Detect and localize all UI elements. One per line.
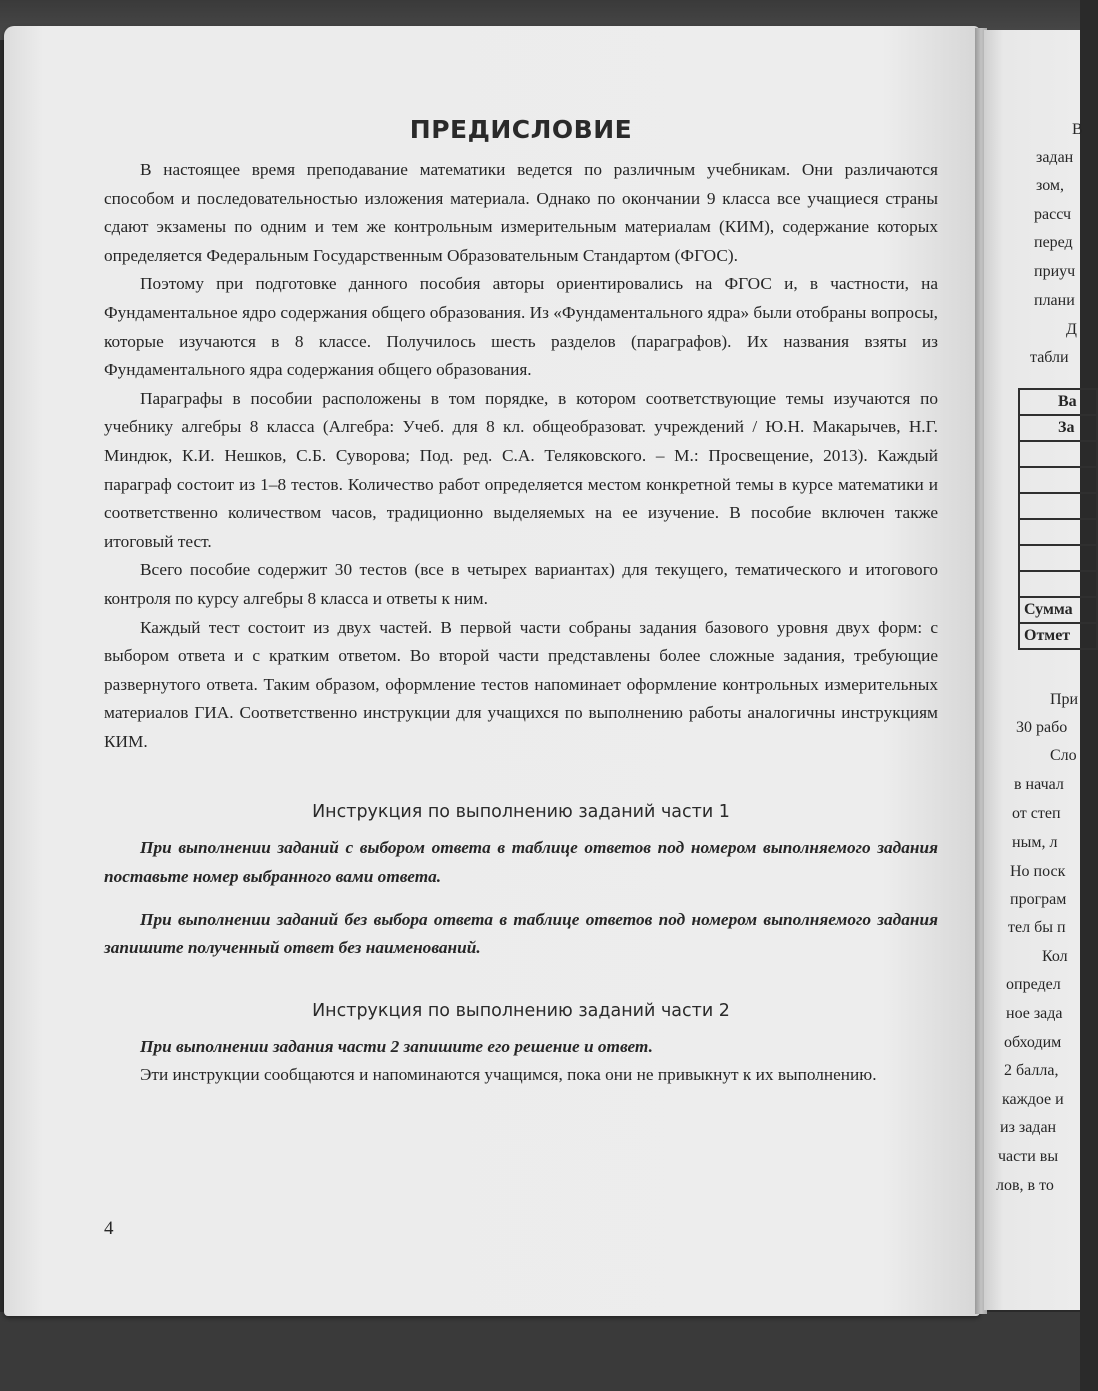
right-page-line: определ (1006, 976, 1061, 993)
answer-table-fragment (1018, 388, 1098, 650)
right-page-line: рассч (1034, 206, 1072, 223)
right-page-line: Сло (1050, 747, 1077, 764)
instruction-part-2: При выполнении задания части 2 запишите его решение и ответ. (140, 1036, 653, 1056)
right-page-line: ным, л (1012, 834, 1058, 851)
table-cell: Ва (1019, 389, 1097, 415)
closing-note: Эти инструкции сообщаются и напоминаются учащимся, пока они не привыкнут к их выполнению. (140, 1065, 877, 1085)
right-page-line: зом, (1036, 177, 1065, 194)
right-page-line: приуч (1034, 263, 1076, 280)
table-cell: Сумма (1019, 597, 1097, 623)
section-heading-part-1: Инструкция по выполнению заданий части 1 (312, 802, 730, 823)
right-page-line: от степ (1012, 805, 1061, 822)
section-heading-part-2: Инструкция по выполнению заданий части 2 (312, 1000, 730, 1021)
right-page-line: В (1072, 121, 1083, 138)
right-page-line: 2 балла, (1004, 1062, 1059, 1079)
right-page-line: програм (1010, 891, 1067, 908)
table-cell (1019, 493, 1097, 519)
table-cell (1019, 571, 1097, 597)
right-page-line: каждое и (1002, 1091, 1064, 1108)
right-page-line: 30 рабо (1016, 719, 1068, 736)
paragraph-4: Всего пособие содержит 30 тестов (все в четырех вариантах) для текущего, тематического и итогового контроля по курсу алгебры 8 класса и ответы к ним. (104, 560, 938, 608)
right-page-line: задан (1036, 149, 1074, 166)
paragraph-2: Поэтому при подготовке данного пособия авторы ориентировались на ФГОС и, в частности, на Фундаментальное ядро содержания общего образования. Из «Фундаментального ядра» были отобраны вопросы, которые изучаются в 8 классе. Получилось шесть разделов (параграфов). Их названия взяты из Фундаментального ядра содержания общего образования. (104, 274, 938, 380)
paragraph-3: Параграфы в пособии расположены в том порядке, в котором соответствующие темы изучаются по учебнику алгебры 8 класса (Алгебра: Учеб. для 8 кл. общеобразоват. учреждений / Ю.Н. Макарычев, Н.Г. Миндюк, К.И. Нешков, С.Б. Суворова; Под. ред. С.А. Теляковского. – М.: Просвещение, 2013). Каждый параграф состоит из 1–8 тестов. Количество работ определяется местом конкретной темы в курсе математики и соответственно количеством часов, традиционно выделяемых на ее изучение. В пособие включен также итоговый тест. (104, 388, 938, 551)
table-cell (1019, 545, 1097, 571)
table-cell: Отмет (1019, 623, 1097, 649)
right-page-line: обходим (1004, 1034, 1062, 1051)
table-cell (1019, 519, 1097, 545)
instruction-part-1-short: При выполнении заданий без выбора ответа в таблице ответов под номером выполняемого задания запишите полученный ответ без наименований. (104, 909, 938, 958)
right-page-line: из задан (1000, 1119, 1057, 1136)
page-number: 4 (104, 1218, 114, 1239)
table-cell (1019, 467, 1097, 493)
right-page-line: в начал (1014, 776, 1064, 793)
paragraph-1: В настоящее время преподавание математики ведется по различным учебникам. Они различаются способом и последовательностью изложения материала. Однако по окончании 9 класса все учащиеся страны сдают экзамены по одним и тем же контрольным измерительным материалам (КИМ), содержание которых определяется Федеральным Государственным Образовательным Стандартом (ФГОС). (104, 160, 938, 265)
scan-background-bottom (0, 1312, 1080, 1391)
right-page-line: ное зада (1006, 1005, 1063, 1022)
right-page-line: Д (1066, 321, 1077, 338)
right-page-line: табли (1030, 349, 1069, 366)
page-title: ПРЕДИСЛОВИЕ (409, 115, 633, 144)
table-cell (1019, 441, 1097, 467)
instruction-part-1-choice: При выполнении заданий с выбором ответа в таблице ответов под номером выполняемого задания поставьте номер выбранного вами ответа. (104, 838, 938, 887)
paragraph-5: Каждый тест состоит из двух частей. В первой части собраны задания базового уровня двух форм: с выбором ответа и с кратким ответом. Во второй части представлены более сложные задания, требующие развернутого ответа. Таким образом, оформление тестов напоминает оформление контрольных измерительных материалов ГИА. Соответственно инструкции для учащихся по выполнению работы аналогичны инструкциям КИМ. (104, 617, 938, 751)
right-page-line: лов, в то (996, 1177, 1054, 1194)
table-cell: За (1019, 415, 1097, 441)
right-page-line: тел бы п (1008, 919, 1066, 936)
right-page-line: При (1050, 691, 1079, 708)
right-page-line: части вы (998, 1148, 1059, 1165)
right-page-line: плани (1034, 292, 1075, 309)
right-page-line: Кол (1042, 948, 1068, 965)
right-page-line: Но поск (1010, 863, 1066, 880)
page-content (104, 110, 938, 1090)
right-page-line: перед (1034, 234, 1073, 251)
